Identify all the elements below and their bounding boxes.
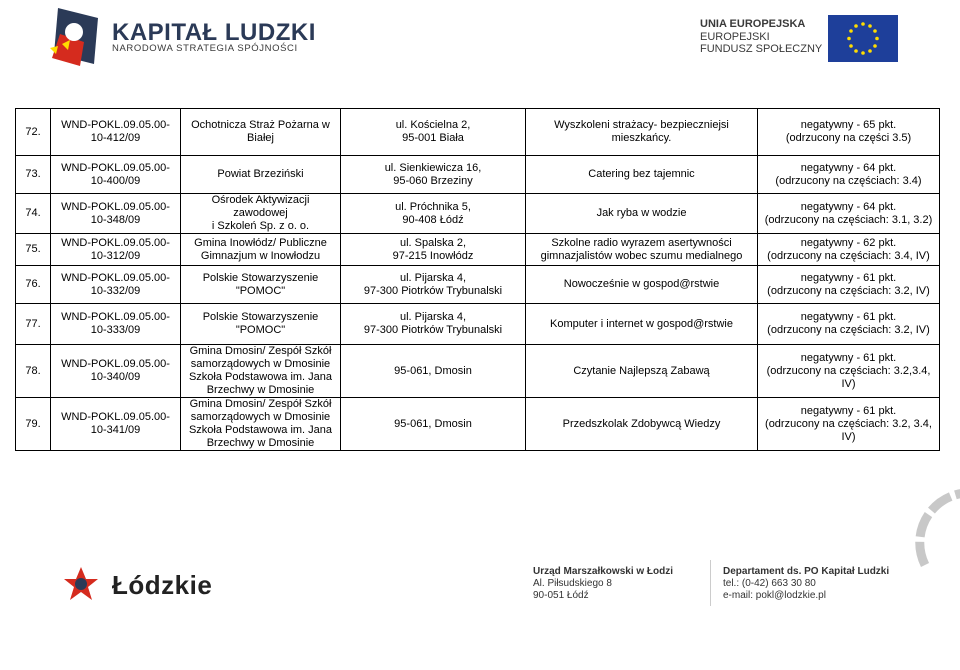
row-number: 75. xyxy=(16,234,51,266)
application-code xyxy=(51,234,181,266)
evaluation-result-line: (odrzucony na częściach: 3.2, IV) xyxy=(767,324,930,336)
applicant-name-line: "POMOC" xyxy=(235,324,286,336)
application-code-line: 10-400/09 xyxy=(90,174,141,187)
table-row xyxy=(16,109,940,156)
applicant-address-line: 95-001 Biała xyxy=(402,132,464,144)
eu-line-3: FUNDUSZ SPOŁECZNY xyxy=(700,43,823,55)
row-number: 78. xyxy=(16,345,51,398)
applicant-name xyxy=(181,345,341,398)
applicant-name-line: Szkoła Podstawowa im. Jana xyxy=(188,424,333,436)
applicant-address-line: ul. Sienkiewicza 16, xyxy=(384,161,482,174)
office-address xyxy=(533,566,673,602)
table-row xyxy=(16,398,940,451)
project-title xyxy=(526,156,758,194)
applicant-address-line: ul. Kościelna 2, xyxy=(395,119,471,131)
applicant-name xyxy=(181,266,341,304)
applicant-name-line: samorządowych w Dmosinie xyxy=(190,411,331,423)
project-title xyxy=(526,234,758,266)
applicant-name-line: Gmina Inowłódz/ Publiczne xyxy=(194,236,327,249)
department-email: e-mail: pokl@lodzkie.pl xyxy=(723,590,826,601)
application-code-line: 10-333/09 xyxy=(90,324,141,336)
application-code-line: 10-340/09 xyxy=(90,371,141,383)
table-row xyxy=(16,234,940,266)
application-code xyxy=(51,156,181,194)
row-number: 73. xyxy=(16,156,51,194)
application-code-line: WND-POKL.09.05.00- xyxy=(61,411,170,423)
page-footer xyxy=(0,540,960,670)
project-title xyxy=(526,398,758,451)
eu-text xyxy=(700,18,822,56)
row-number: 72. xyxy=(16,109,51,156)
evaluation-result-line: (odrzucony na częściach: 3.2, IV) xyxy=(767,284,930,297)
table-row xyxy=(16,345,940,398)
application-code-line: WND-POKL.09.05.00- xyxy=(61,119,170,131)
kapital-ludzki-logo xyxy=(44,4,104,72)
applicant-address-line: 90-408 Łódź xyxy=(402,213,464,226)
project-title xyxy=(526,345,758,398)
kapital-ludzki-title: KAPITAŁ LUDZKI xyxy=(112,19,316,46)
application-code-line: WND-POKL.09.05.00- xyxy=(61,200,170,213)
projects-table-body xyxy=(16,109,940,451)
application-code-line: WND-POKL.09.05.00- xyxy=(61,236,170,249)
project-title-line: mieszkańcy. xyxy=(611,132,672,144)
applicant-name xyxy=(181,109,341,156)
project-title-line: Jak ryba w wodzie xyxy=(596,207,687,219)
evaluation-result-line: negatywny - 65 pkt. xyxy=(800,119,897,131)
application-code-line: 10-341/09 xyxy=(90,424,141,436)
applicant-name-line: Polskie Stowarzyszenie xyxy=(202,271,319,284)
row-number: 74. xyxy=(16,194,51,234)
decorative-arc xyxy=(905,485,960,575)
evaluation-result-line: negatywny - 61 pkt. xyxy=(800,404,897,417)
department-name: Departament ds. PO Kapitał Ludzki xyxy=(723,566,890,577)
application-code-line: WND-POKL.09.05.00- xyxy=(61,358,170,370)
applicant-address-line: ul. Próchnika 5, xyxy=(395,200,471,213)
application-code xyxy=(51,398,181,451)
applicant-name xyxy=(181,304,341,345)
evaluation-result-line: negatywny - 61 pkt. xyxy=(800,271,897,284)
evaluation-result xyxy=(758,345,940,398)
applicant-name-line: Polskie Stowarzyszenie xyxy=(202,311,319,323)
applicant-address xyxy=(341,398,526,451)
application-code xyxy=(51,194,181,234)
applicant-name-line: Ośrodek Aktywizacji zawodowej xyxy=(211,194,310,219)
evaluation-result xyxy=(758,194,940,234)
table-row xyxy=(16,156,940,194)
evaluation-result-line: (odrzucony na częściach: 3.1, 3.2) xyxy=(764,213,933,226)
evaluation-result-line: negatywny - 61 pkt. xyxy=(800,351,897,364)
projects-table xyxy=(15,108,940,451)
applicant-address xyxy=(341,304,526,345)
applicant-name xyxy=(181,194,341,234)
applicant-name-line: Gmina Dmosin/ Zespół Szkół xyxy=(189,345,332,357)
evaluation-result-line: (odrzucony na częściach: 3.2,3.4, xyxy=(766,364,931,377)
application-code xyxy=(51,304,181,345)
evaluation-result xyxy=(758,304,940,345)
application-code-line: WND-POKL.09.05.00- xyxy=(61,161,170,174)
applicant-name-line: Białej xyxy=(247,132,274,144)
applicant-name-line: Gimnazjum w Inowłodzu xyxy=(200,249,321,262)
evaluation-result xyxy=(758,109,940,156)
application-code-line: WND-POKL.09.05.00- xyxy=(61,311,170,323)
applicant-address xyxy=(341,194,526,234)
lodzkie-logo xyxy=(62,565,100,603)
evaluation-result-line: negatywny - 62 pkt. xyxy=(800,236,897,249)
project-title xyxy=(526,266,758,304)
applicant-name-line: Powiat Brzeziński xyxy=(217,168,304,180)
table-row xyxy=(16,304,940,345)
evaluation-result-line: IV) xyxy=(841,377,856,390)
project-title-line: Nowocześnie w gospod@rstwie xyxy=(563,278,720,290)
evaluation-result-line: IV) xyxy=(841,430,856,443)
applicant-name xyxy=(181,156,341,194)
footer-divider xyxy=(710,560,711,606)
evaluation-result-line: negatywny - 61 pkt. xyxy=(800,311,897,323)
eu-flag-icon xyxy=(828,15,898,62)
evaluation-result xyxy=(758,398,940,451)
row-number: 79. xyxy=(16,398,51,451)
evaluation-result xyxy=(758,266,940,304)
evaluation-result xyxy=(758,156,940,194)
evaluation-result-line: negatywny - 64 pkt. xyxy=(800,161,897,174)
applicant-address-line: 95-061, Dmosin xyxy=(394,417,472,430)
project-title-line: gimnazjalistów wobec szumu medialnego xyxy=(540,249,743,262)
row-number: 77. xyxy=(16,304,51,345)
project-title-line: Szkolne radio wyrazem asertywności xyxy=(551,236,732,249)
project-title-line: Komputer i internet w gospod@rstwie xyxy=(550,317,733,330)
project-title xyxy=(526,109,758,156)
table-row xyxy=(16,194,940,234)
applicant-address-line: 95-061, Dmosin xyxy=(394,364,472,377)
applicant-name-line: i Szkoleń Sp. z o. o. xyxy=(211,220,310,232)
applicant-address-line: 97-215 Inowłódz xyxy=(392,249,474,262)
department-contact xyxy=(723,566,889,602)
eu-line-2: EUROPEJSKI xyxy=(700,30,770,43)
application-code-line: 10-348/09 xyxy=(90,213,141,226)
applicant-address-line: ul. Pijarska 4, xyxy=(399,311,467,323)
project-title-line: Czytanie Najlepszą Zabawą xyxy=(573,364,710,377)
applicant-address xyxy=(341,156,526,194)
project-title-line: Przedszkolak Zdobywcą Wiedzy xyxy=(562,417,721,430)
applicant-address-line: 97-300 Piotrków Trybunalski xyxy=(363,284,503,297)
evaluation-result-line: negatywny - 64 pkt. xyxy=(800,200,897,213)
applicant-name xyxy=(181,234,341,266)
applicant-name-line: "POMOC" xyxy=(235,284,286,297)
applicant-name-line: Gmina Dmosin/ Zespół Szkół xyxy=(189,398,332,410)
applicant-address xyxy=(341,234,526,266)
applicant-address-line: ul. Pijarska 4, xyxy=(399,271,467,284)
applicant-address xyxy=(341,109,526,156)
applicant-name-line: Ochotnicza Straż Pożarna w xyxy=(191,119,330,131)
project-title xyxy=(526,304,758,345)
evaluation-result-line: (odrzucony na częściach: 3.4, IV) xyxy=(767,249,930,262)
applicant-name-line: Brzechwy w Dmosinie xyxy=(206,437,315,449)
project-title-line: Wyszkoleni strażacy- bezpieczniejsi xyxy=(554,119,729,131)
kapital-ludzki-subtitle: NARODOWA STRATEGIA SPÓJNOŚCI xyxy=(112,43,298,54)
applicant-address-line: 97-300 Piotrków Trybunalski xyxy=(363,324,503,336)
evaluation-result xyxy=(758,234,940,266)
evaluation-result-line: (odrzucony na części 3.5) xyxy=(785,132,912,144)
application-code xyxy=(51,266,181,304)
project-title xyxy=(526,194,758,234)
evaluation-result-line: (odrzucony na częściach: 3.4) xyxy=(775,174,922,187)
applicant-name-line: Szkoła Podstawowa im. Jana xyxy=(188,371,333,383)
application-code-line: 10-332/09 xyxy=(90,284,141,297)
eu-line-1: UNIA EUROPEJSKA xyxy=(700,18,806,30)
evaluation-result-line: (odrzucony na częściach: 3.2, 3.4, xyxy=(765,417,932,430)
applicant-name-line: Brzechwy w Dmosinie xyxy=(206,384,315,396)
office-street: Al. Piłsudskiego 8 xyxy=(533,578,612,589)
application-code-line: WND-POKL.09.05.00- xyxy=(61,271,170,284)
office-city: 90-051 Łódź xyxy=(533,590,589,601)
application-code-line: 10-412/09 xyxy=(90,132,141,144)
table-row xyxy=(16,266,940,304)
applicant-address xyxy=(341,345,526,398)
page-header xyxy=(0,0,960,80)
application-code xyxy=(51,109,181,156)
project-title-line: Catering bez tajemnic xyxy=(588,168,695,180)
lodzkie-title: Łódzkie xyxy=(112,570,213,600)
application-code-line: 10-312/09 xyxy=(90,249,141,262)
applicant-name xyxy=(181,398,341,451)
row-number: 76. xyxy=(16,266,51,304)
office-name: Urząd Marszałkowski w Łodzi xyxy=(533,566,674,577)
applicant-address-line: ul. Spalska 2, xyxy=(399,236,467,249)
applicant-address xyxy=(341,266,526,304)
application-code xyxy=(51,345,181,398)
applicant-address-line: 95-060 Brzeziny xyxy=(393,174,473,187)
applicant-name-line: samorządowych w Dmosinie xyxy=(190,358,331,370)
department-phone: tel.: (0-42) 663 30 80 xyxy=(723,578,816,589)
